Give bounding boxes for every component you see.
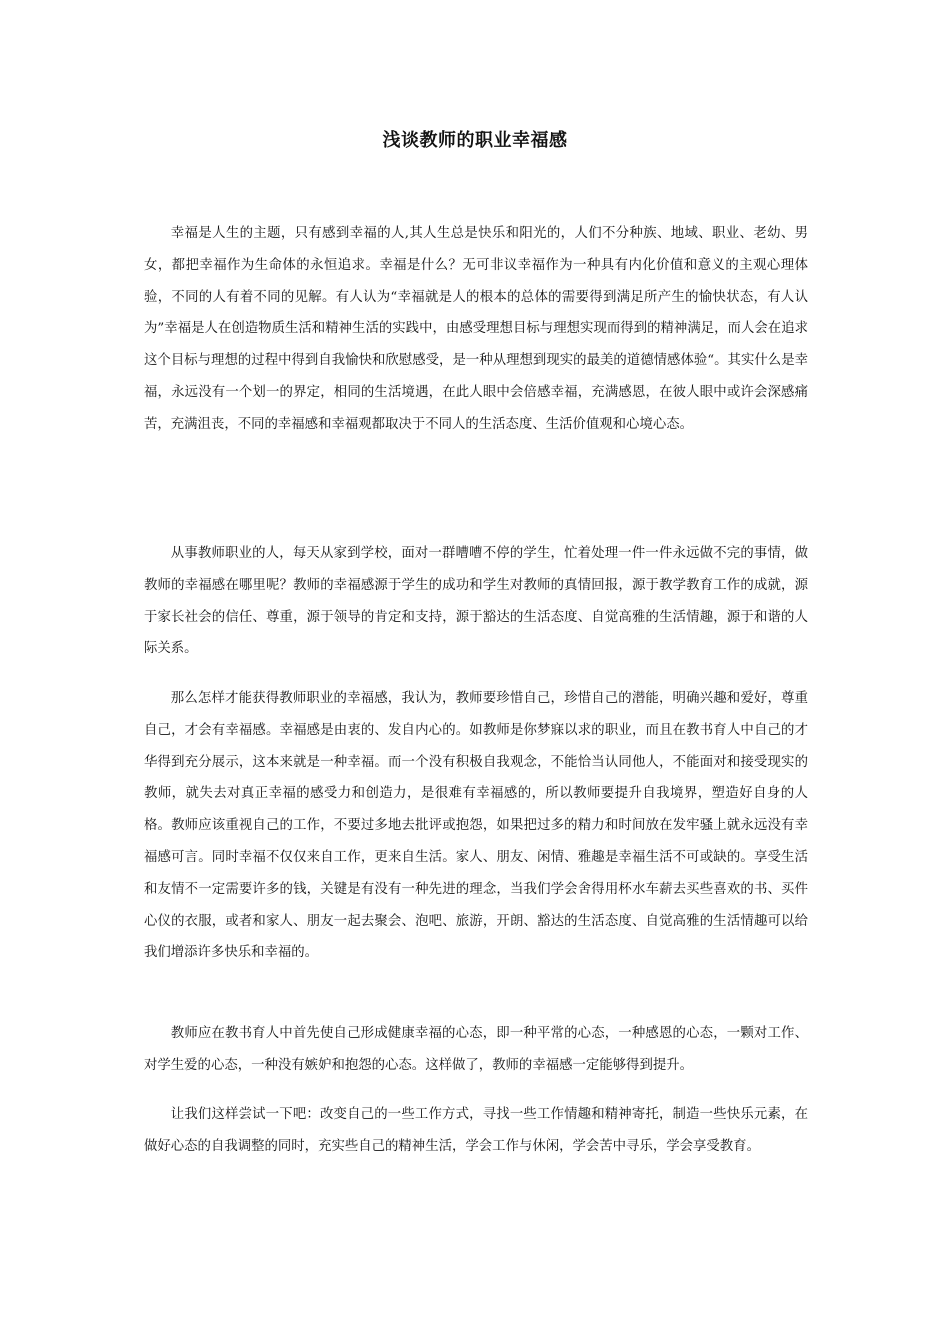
- paragraph-5: 让我们这样尝试一下吧：改变自己的一些工作方式，寻找一些工作情趣和精神寄托，制造一些快乐元素，在做好心态的自我调整的同时，充实些自己的精神生活，学会工作与休闲，学会苦中寻乐，学会享受教育。: [144, 1107, 808, 1154]
- paragraph-3: 那么怎样才能获得教师职业的幸福感，我认为，教师要珍惜自己，珍惜自己的潜能，明确兴趣和爱好，尊重自己，才会有幸福感。幸福感是由衷的、发自内心的。如教师是你梦寐以求的职业，而且在教书育人中自己的才华得到充分展示，这本来就是一种幸福。而一个没有积极自我观念，不能恰当认同他人，不能面对和接受现实的教师，就失去对真正幸福的感受力和创造力，是很难有幸福感的，所以教师要提升自我境界，塑造好自身的人格。教师应该重视自己的工作，不要过多地去批评或抱怨，如果把过多的精力和时间放在发牢骚上就永远没有幸福感可言。同时幸福不仅仅来自工作，更来自生活。家人、朋友、闲情、雅趣是幸福生活不可或缺的。享受生活和友情不一定需要许多的钱，关键是有没有一种先进的理念，当我们学会舍得用杯水车薪去买些喜欢的书、买件心仪的衣服，或者和家人、朋友一起去聚会、泡吧、旅游，开朗、豁达的生活态度、自觉高雅的生活情趣可以给我们增添许多快乐和幸福的。: [144, 691, 808, 961]
- document-title: 浅谈教师的职业幸福感: [382, 130, 568, 151]
- paragraph-4: 教师应在教书育人中首先使自己形成健康幸福的心态，即一种平常的心态，一种感恩的心态，一颗对工作、对学生爱的心态，一种没有嫉妒和抱怨的心态。这样做了，教师的幸福感一定能够得到提升。: [144, 1026, 808, 1073]
- paragraph-1: 幸福是人生的主题，只有感到幸福的人,其人生总是快乐和阳光的，人们不分种族、地域、职业、老幼、男女，都把幸福作为生命体的永恒追求。幸福是什么？无可非议幸福作为一种具有内化价值和意义的主观心理体验，不同的人有着不同的见解。有人认为“幸福就是人的根本的总体的需要得到满足所产生的愉快状态，有人认为”幸福是人在创造物质生活和精神生活的实践中，由感受理想目标与理想实现而得到的精神满足，而人会在追求这个目标与理想的过程中得到自我愉快和欣慰感受，是一种从理想到现实的最美的道德情感体验“。其实什么是幸福，永远没有一个划一的界定，相同的生活境遇，在此人眼中会倍感幸福，充满感恩，在彼人眼中或许会深感痛苦，充满沮丧，不同的幸福感和幸福观都取决于不同人的生活态度、生活价值观和心境心态。: [144, 226, 808, 432]
- paragraph-2: 从事教师职业的人，每天从家到学校，面对一群嘈嘈不停的学生，忙着处理一件一件永远做不完的事情，做教师的幸福感在哪里呢？教师的幸福感源于学生的成功和学生对教师的真情回报，源于教学教育工作的成就，源于家长社会的信任、尊重，源于领导的肯定和支持，源于豁达的生活态度、自觉高雅的生活情趣，源于和谐的人际关系。: [144, 546, 808, 657]
